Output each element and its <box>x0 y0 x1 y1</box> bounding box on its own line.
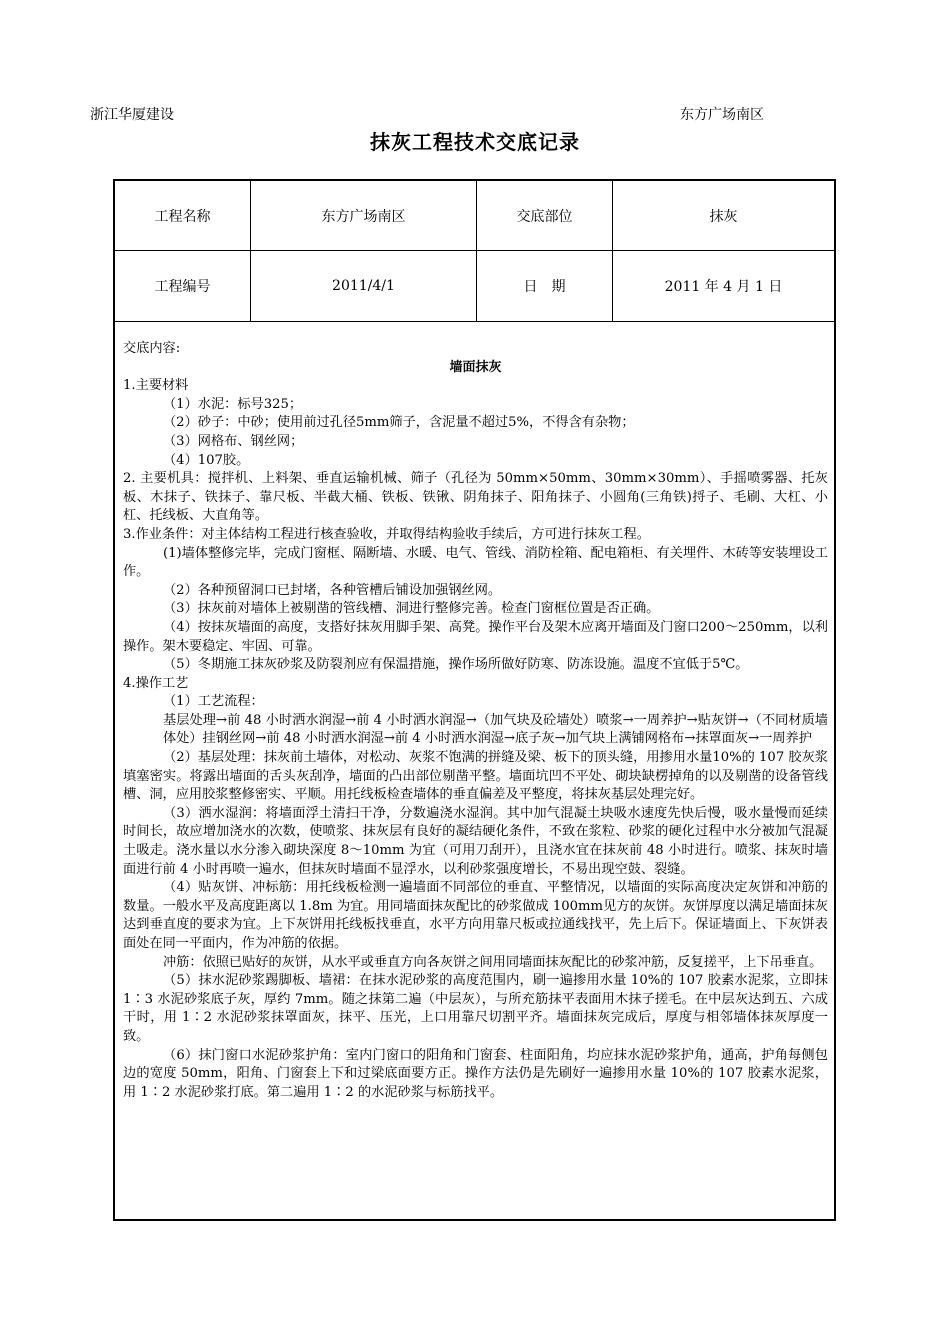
part-value: 抹灰 <box>613 181 834 251</box>
content-intro: 交底内容: <box>123 341 181 356</box>
content-line: (1)墙体整修完毕，完成门窗框、隔断墙、水暖、电气、管线、消防栓箱、配电箱柜、有关埋件、木砖等安装埋设工作。 <box>123 545 828 580</box>
content-line: （2）各种预留洞口已封堵，各种管槽后铺设加强钢丝网。 <box>163 582 502 598</box>
content-line: 1.主要材料 <box>123 378 189 394</box>
project-short-name: 东方广场南区 <box>680 107 764 123</box>
project-name-label: 工程名称 <box>115 181 251 251</box>
content-subtitle: 墙面抹灰 <box>449 359 502 375</box>
company-name: 浙江华厦建设 <box>90 107 174 123</box>
content-line: （2）基层处理：抹灰前土墙体，对松动、灰浆不饱满的拼缝及梁、板下的顶头缝，用掺用水量10%的 107 胶灰浆填塞密实。将露出墙面的舌头灰刮净，墙面的凸出部位剔凿平整。墙面坑凹不平处、砌块缺楞掉角的以及剔凿的设备管线槽、洞，应用胶浆整修密实、平顺。用托线板检查墙体的垂直偏差及平整度，将抹灰基层处理完好。 <box>123 750 828 803</box>
content-line: （2）砂子：中砂；使用前过孔径5mm筛子，含泥量不超过5%，不得含有杂物； <box>163 415 635 431</box>
content-line: （4）贴灰饼、冲标筋：用托线板检测一遍墙面不同部位的垂直、平整情况，以墙面的实际高度决定灰饼和冲筋的数量。一般水平及高度距离以 1.8m 为宜。用同墙面抹灰配比的砂浆做成 100mm见方的灰饼。灰饼厚度以满足墙面抹灰达到垂直度的要求为宜。上下灰饼用托线板找垂直，水平方向用靠尺板或拉通线找平，先上后下。保证墙面上、下灰饼表面处在同一平面内，作为冲筋的依据。 <box>123 880 828 951</box>
content-line: （4）按抹灰墙面的高度，支搭好抹灰用脚手架、高凳。操作平台及架木应离开墙面及门窗口200～250mm，以利操作。架木要稳定、牢固、可靠。 <box>123 619 828 654</box>
page-title: 抹灰工程技术交底记录 <box>370 130 580 154</box>
content-line: （1）水泥：标号325； <box>163 396 303 412</box>
content-line: （3）抹灰前对墙体上被剔凿的管线槽、洞进行整修完善。检查门窗框位置是否正确。 <box>163 601 660 617</box>
content-line: （6）抹门窗口水泥砂浆护角：室内门窗口的阳角和门窗套、柱面阳角，均应抹水泥砂浆护角，通高，护角每侧包边的宽度 50mm，阳角、门窗套上下和过梁底面要方正。操作方法仍是先刷好一遍掺用水量 10%的 107 胶素水泥浆，用 1∶2 水泥砂浆打底。第二遍用 1∶2 的水泥砂浆与标筋找平。 <box>123 1047 828 1100</box>
content-line: （3）洒水湿润：将墙面浮土清扫干净，分数遍浇水湿润。其中加气混凝土块吸水速度先快后慢，吸水量慢而延续时间长，故应增加浇水的次数，使喷浆、抹灰层有良好的凝结硬化条件，不致在浆粒、砂浆的硬化过程中水分被加气混凝土吸走。浇水量以水分渗入砌块深度 8～10mm 为宜（可用刀刮开），且浇水宜在抹灰前 48 小时进行。喷浆、抹灰时墙面进行前 4 小时再喷一遍水，但抹灰时墙面不显浮水，以利砂浆强度增长，不易出现空鼓、裂缝。 <box>123 805 828 877</box>
content-line: （5）抹水泥砂浆踢脚板、墙裙：在抹水泥砂浆的高度范围内，刷一遍掺用水量 10%的 107 胶素水泥浆，立即抹 1∶3 水泥砂浆底子灰，厚约 7mm。随之抹第二遍（中层灰），与所充筋抹平表面用木抹子搓毛。在中层灰达到五、六成干时，用 1∶2 水泥砂浆抹罩面灰，抹平、压光，上口用靠尺切割平齐。墙面抹灰完成后，厚度与相邻墙体抹灰厚度一致。 <box>123 973 833 1044</box>
content-line: （4）107胶。 <box>163 452 250 468</box>
project-no-value: 2011/4/1 <box>251 251 477 322</box>
record-table <box>113 179 836 1221</box>
content-line: 3.作业条件：对主体结构工程进行核查验收，并取得结构验收手续后，方可进行抹灰工程。 <box>123 526 650 542</box>
briefing-content <box>115 322 834 1102</box>
content-line: 2. 主要机具：搅拌机、上料架、垂直运输机械、筛子（孔径为 50mm×50mm、30mm×30mm）、手摇喷雾器、托灰板、木抹子、铁抹子、靠尺板、半截大桶、铁板、铁锹、阴角抹子、阳角抹子、小圆角(三角铁)捋子、毛刷、大杠、小杠、托线板、大直角等。 <box>123 471 828 524</box>
project-name-value: 东方广场南区 <box>251 181 477 251</box>
content-line: 4.操作工艺 <box>123 675 189 691</box>
content-line: 冲筋：依照已贴好的灰饼，从水平或垂直方向各灰饼之间用同墙面抹灰配比的砂浆冲筋，反复搓平，上下吊垂直。 <box>163 954 823 970</box>
part-label: 交底部位 <box>477 181 613 251</box>
content-line: （1）工艺流程： <box>163 694 264 710</box>
content-line: （3）网格布、钢丝网； <box>163 433 304 449</box>
project-no-label: 工程编号 <box>115 251 251 322</box>
content-line: （5）冬期施工抹灰砂浆及防裂剂应有保温措施，操作场所做好防寒、防冻设施。温度不宜低于5℃。 <box>163 657 749 673</box>
date-value: 2011 年 4 月 1 日 <box>613 251 834 322</box>
date-label: 日 期 <box>477 251 613 322</box>
content-line: 基层处理→前 48 小时洒水润湿→前 4 小时洒水润湿→（加气块及砼墙处）喷浆→一周养护→贴灰饼→（不同材质墙体处）挂钢丝网→前 48 小时洒水润湿→前 4 小时洒水润湿→底子灰→加气块上满铺网格布→抹罩面灰→一周养护 <box>163 712 828 747</box>
